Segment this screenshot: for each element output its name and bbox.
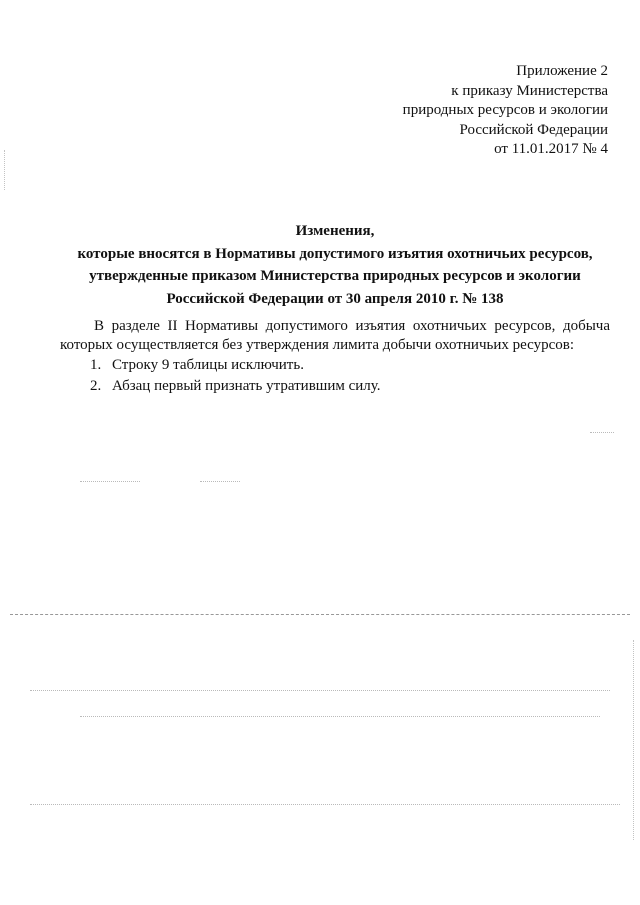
scan-artifact-line [10, 614, 630, 616]
list-item [90, 355, 610, 376]
body-paragraph: В разделе II Нормативы допустимого изъятия охотничьих ресурсов, добыча которых осуществляется без утверждения лимита добычи охотничьих ресурсов: [60, 318, 610, 353]
scan-speck [80, 716, 600, 718]
title-line: которые вносятся в Нормативы допустимого изъятия охотничьих ресурсов, [77, 245, 593, 262]
scan-speck [30, 804, 620, 806]
scan-speck [80, 481, 140, 483]
list-item-number: 1. [90, 357, 102, 373]
title-line: Изменения, [295, 223, 375, 239]
list-item [90, 376, 610, 397]
list-item-text: Строку 9 таблицы исключить. [112, 357, 304, 373]
appendix-line: к приказу Министерства [451, 82, 608, 99]
scan-edge [633, 640, 635, 840]
appendix-line: Приложение 2 [516, 63, 608, 79]
appendix-line: от 11.01.2017 № 4 [494, 141, 608, 157]
list-item-text: Абзац первый признать утратившим силу. [112, 378, 381, 394]
changes-list [60, 355, 610, 397]
document-body [60, 317, 610, 397]
scan-speck [30, 690, 610, 692]
title-line: утвержденные приказом Министерства природных ресурсов и экологии [89, 268, 581, 284]
document-title [60, 220, 610, 310]
list-item-number: 2. [90, 378, 102, 394]
scan-edge [4, 150, 6, 190]
scan-speck [590, 432, 614, 434]
title-line: Российской Федерации от 30 апреля 2010 г. № 138 [166, 290, 504, 307]
appendix-line: Российской Федерации [459, 121, 608, 138]
scan-speck [200, 481, 240, 483]
appendix-header [403, 62, 608, 160]
appendix-line: природных ресурсов и экологии [402, 102, 608, 118]
